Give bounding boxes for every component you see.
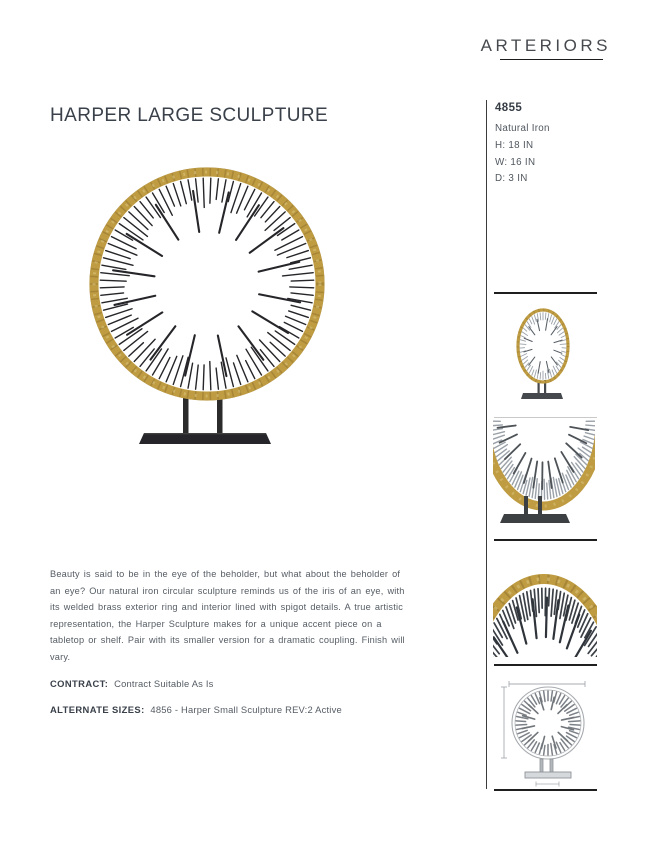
thumbnail-bottom-detail — [493, 420, 595, 524]
sculpture-front-small-image — [515, 306, 571, 404]
sculpture-bottom-detail-image — [493, 420, 595, 524]
contract-value: Contract Suitable As Is — [114, 677, 214, 689]
gallery-divider-2 — [494, 417, 597, 418]
spec-height: H: 18 IN — [495, 139, 534, 151]
product-hero-image — [70, 158, 340, 460]
alternate-sizes-value: 4856 - Harper Small Sculpture REV:2 Active — [150, 704, 342, 716]
thumbnail-front-view — [515, 306, 571, 404]
sculpture-dimension-drawing-image — [496, 678, 592, 788]
gallery-divider-3 — [494, 539, 597, 541]
sculpture-top-detail-image — [493, 561, 597, 657]
gallery-divider-4 — [494, 664, 597, 666]
brand-header — [481, 37, 611, 60]
right-column-rule — [486, 100, 487, 789]
logo-underline — [500, 59, 603, 60]
spec-material: Natural Iron — [495, 123, 550, 134]
gallery-divider-1 — [494, 292, 597, 294]
alternate-sizes-label: ALTERNATE SIZES: — [50, 704, 145, 716]
spec-block — [495, 102, 550, 188]
alternate-sizes-row — [50, 702, 408, 719]
spec-sku: 4855 — [495, 102, 523, 114]
thumbnail-dimension-drawing — [496, 678, 592, 788]
contract-label: CONTRACT: — [50, 677, 109, 689]
contract-row — [50, 676, 408, 693]
sculpture-front-large-image — [70, 158, 340, 460]
description-paragraph: Beauty is said to be in the eye of the beholder, but what about the beholder of an eye? Our natural iron circular sculpture reminds us of the iris of an eye, with its welded brass exterior ring and interior lined with spigot details. A true artistic representation, the Harper Sculpture makes for a unique accent piece on a tabletop or shelf. Pair with its smaller version for a dramatic coupling. Finish will vary. — [50, 569, 405, 662]
spec-depth: D: 3 IN — [495, 173, 528, 185]
page-title: HARPER LARGE SCULPTURE — [50, 105, 329, 126]
spec-width: W: 16 IN — [495, 156, 536, 168]
gallery-divider-5 — [494, 789, 597, 791]
description-section — [50, 566, 408, 719]
brand-logo: ARTERIORS — [480, 36, 611, 55]
thumbnail-top-detail — [493, 561, 597, 657]
